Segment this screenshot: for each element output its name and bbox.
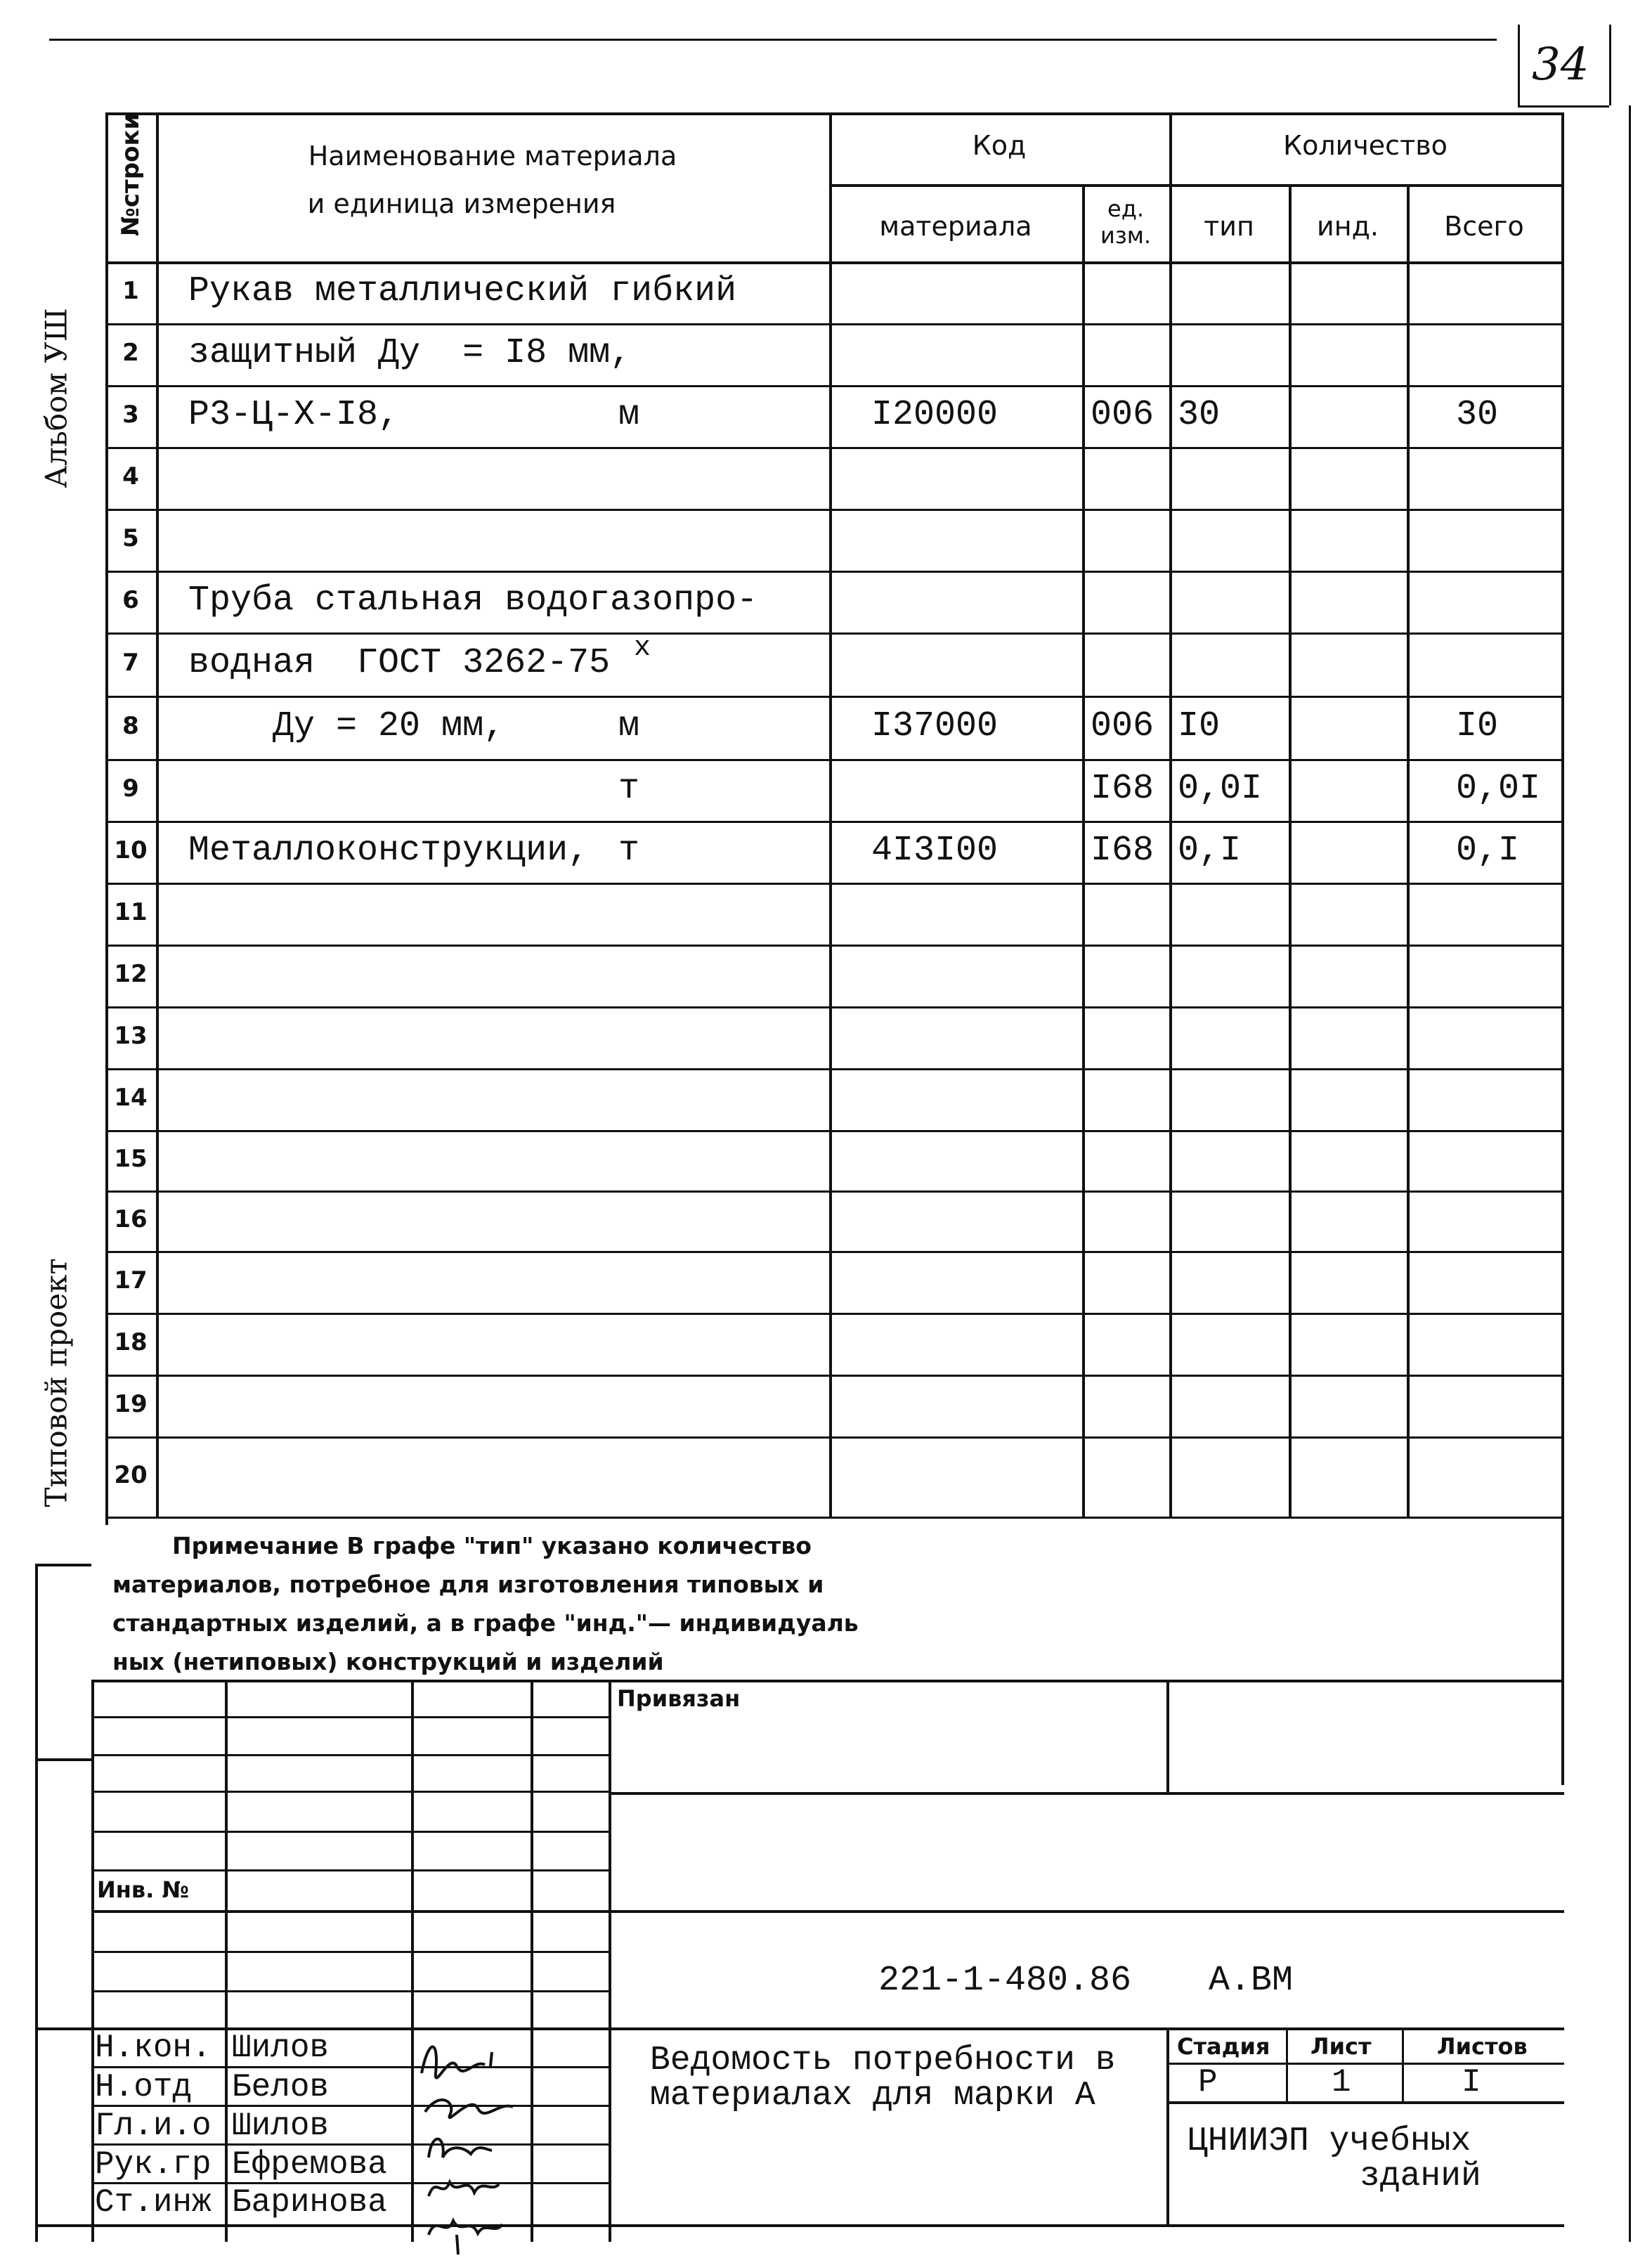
doc-code: 221-1-480.86 — [878, 1961, 1132, 2001]
sheets-label: Листов — [1437, 2033, 1528, 2060]
row-number: 13 — [114, 1022, 148, 1050]
material-name: Р3-Ц-Х-I8, — [188, 395, 400, 435]
unit-code: 006 — [1091, 395, 1155, 435]
org-line-1: ЦНИИЭП учебных — [1188, 2122, 1471, 2160]
unit-code: I68 — [1091, 769, 1155, 809]
unit-of-measure: м — [618, 706, 640, 746]
row-number: 15 — [114, 1145, 148, 1173]
material-name: водная ГОСТ 3262-75 — [188, 643, 611, 683]
right-page-edge — [1629, 105, 1631, 2242]
stamp-row-e — [91, 1831, 609, 1833]
table-right — [1561, 112, 1564, 1785]
qty-total: I0 — [1456, 706, 1499, 746]
col-unit-left — [1082, 184, 1085, 1517]
handwritten-signatures — [408, 2024, 534, 2256]
name-header-1: Наименование материала — [308, 141, 677, 171]
privyazan-label: Привязан — [617, 1685, 741, 1712]
stamp-col-1 — [225, 1680, 228, 2242]
qty-total: 0,0I — [1456, 769, 1541, 809]
row-number: 17 — [114, 1266, 148, 1295]
stage-value: Р — [1198, 2064, 1218, 2101]
material-name: Труба стальная водогазопро- — [188, 580, 758, 621]
qty-total: 0,I — [1456, 831, 1520, 871]
qty-type: 0,I — [1178, 831, 1242, 871]
frame-side-line-3 — [35, 2027, 91, 2030]
inv-no-label: Инв. № — [97, 1876, 189, 1903]
row-divider — [105, 883, 1564, 885]
stage-col-1 — [1286, 2027, 1288, 2101]
type-header: тип — [1204, 211, 1254, 242]
row-number: 16 — [114, 1205, 148, 1233]
stamp-row-g — [91, 1910, 1564, 1913]
name-header-2: и единица измерения — [307, 188, 616, 219]
row-divider — [105, 1251, 1564, 1253]
header-top — [105, 112, 1564, 115]
row-divider — [105, 447, 1564, 449]
gost-superscript: x — [634, 632, 651, 664]
row-number: 12 — [114, 960, 148, 988]
stamp-bottom — [35, 2224, 1564, 2227]
stamp-col-4 — [609, 1680, 611, 2242]
row-number: 19 — [114, 1390, 148, 1418]
note-text-1: Примечание В графе "тип" указано количество — [172, 1532, 812, 1559]
row-divider — [105, 632, 1564, 635]
row-divider — [105, 571, 1564, 573]
unit-header-1: ед. — [1107, 195, 1144, 222]
row-number: 1 — [122, 277, 139, 305]
col-total-left — [1407, 184, 1410, 1517]
frame-left-outer — [35, 1564, 38, 2242]
material-name: Ду = 20 мм, — [188, 706, 505, 746]
material-name: Металлоконструкции, — [188, 831, 590, 871]
signature-name: Баринова — [232, 2184, 387, 2221]
code-header: Код — [972, 130, 1027, 161]
signature-name: Шилов — [232, 2030, 330, 2066]
signature-role: Н.кон. — [95, 2030, 212, 2066]
row-divider — [105, 1517, 1564, 1519]
row-number: 2 — [122, 339, 139, 367]
frame-side-line-2 — [35, 1758, 91, 1761]
material-header: материала — [879, 211, 1032, 242]
row-divider — [105, 385, 1564, 387]
material-code: I37000 — [871, 706, 999, 746]
mark-code: А.ВМ — [1209, 1961, 1294, 2001]
row-divider — [105, 509, 1564, 511]
stamp-row-f — [91, 1869, 609, 1871]
sheets-value: I — [1462, 2064, 1481, 2101]
row-divider — [105, 1436, 1564, 1439]
frame-side-line-1 — [35, 1564, 91, 1566]
signature-role: Рук.гр — [95, 2146, 212, 2183]
row-divider — [105, 821, 1564, 823]
row-divider — [105, 759, 1564, 761]
stage-row-1 — [1166, 2063, 1564, 2065]
row-divider — [105, 696, 1564, 698]
signature-role: Ст.инж — [95, 2184, 212, 2221]
signature-name: Белов — [232, 2069, 330, 2105]
page-box-bottom — [1518, 105, 1609, 108]
stage-col-2 — [1402, 2027, 1404, 2101]
page-box-right — [1609, 25, 1611, 105]
stage-label: Стадия — [1177, 2033, 1270, 2060]
row-divider — [105, 1190, 1564, 1193]
qty-type: 0,0I — [1178, 769, 1263, 809]
ind-header: инд. — [1317, 211, 1379, 242]
row-number: 3 — [122, 401, 139, 429]
sheet-label: Лист — [1310, 2033, 1372, 2060]
top-rule — [49, 39, 1497, 41]
row-number: 20 — [114, 1461, 148, 1489]
album-label: Альбом УШ — [39, 308, 74, 488]
unit-of-measure: м — [618, 395, 640, 435]
total-header: Всего — [1444, 211, 1524, 242]
row-number: 11 — [114, 898, 148, 926]
note-line-1 — [172, 1532, 812, 1559]
row-number: 5 — [122, 524, 139, 552]
frame-left-inner — [91, 1680, 94, 2242]
stamp-top — [91, 1680, 1564, 1682]
row-divider — [105, 945, 1564, 947]
qty-total: 30 — [1456, 395, 1499, 435]
stage-block-left — [1166, 2027, 1169, 2224]
stamp-row-c — [609, 1792, 1564, 1795]
material-name: Рукав металлический гибкий — [188, 271, 737, 311]
material-code: 4I3I00 — [871, 831, 999, 871]
row-number: 6 — [122, 586, 139, 614]
row-number: 10 — [114, 836, 148, 864]
unit-code: 006 — [1091, 706, 1155, 746]
unit-code: I68 — [1091, 831, 1155, 871]
row-divider — [105, 1130, 1564, 1132]
row-number: 4 — [122, 462, 139, 491]
stamp-row-i — [91, 1990, 609, 1992]
page-box-left — [1518, 25, 1520, 105]
row-number: 8 — [122, 712, 139, 740]
page-number: 34 — [1532, 39, 1589, 91]
header-mid — [829, 184, 1564, 187]
row-no-header: №строки — [117, 112, 145, 236]
row-number: 14 — [114, 1084, 148, 1112]
stamp-row-b — [91, 1754, 609, 1756]
quantity-header: Количество — [1283, 130, 1448, 161]
doc-title-2: материалах для марки А — [650, 2077, 1095, 2115]
stamp-row-a — [91, 1716, 609, 1718]
qty-type: 30 — [1178, 395, 1221, 435]
stamp-row-h — [91, 1951, 609, 1953]
row-divider — [105, 1375, 1564, 1377]
note-line-3: стандартных изделий, а в графе "инд."— индивидуаль — [112, 1609, 859, 1637]
stamp-row-d — [91, 1791, 609, 1793]
row-divider — [105, 1313, 1564, 1315]
signature-role: Гл.и.о — [95, 2108, 212, 2144]
row-number: 7 — [122, 649, 139, 677]
signature-name: Шилов — [232, 2108, 330, 2144]
signature-name: Ефремова — [232, 2146, 387, 2183]
signature-role: Н.отд — [95, 2069, 193, 2105]
row-number: 9 — [122, 774, 139, 803]
unit-header-2: изм. — [1100, 222, 1152, 249]
row-number: 18 — [114, 1328, 148, 1356]
project-label: Типовой проект — [39, 1258, 74, 1507]
unit-of-measure: т — [618, 769, 640, 809]
unit-of-measure: т — [618, 831, 640, 871]
note-line-4: ных (нетиповых) конструкций и изделий — [112, 1648, 664, 1675]
stage-row-2 — [1166, 2101, 1564, 2104]
stamp-col-5 — [1166, 1680, 1169, 1792]
material-code: I20000 — [871, 395, 999, 435]
org-line-2: зданий — [1360, 2158, 1481, 2195]
note-line-2: материалов, потребное для изготовления типовых и — [112, 1571, 824, 1598]
qty-type: I0 — [1178, 706, 1221, 746]
row-divider — [105, 323, 1564, 325]
doc-title-1: Ведомость потребности в — [650, 2042, 1116, 2079]
row-divider — [105, 1068, 1564, 1070]
header-bottom — [105, 261, 1564, 264]
sheet-value: 1 — [1332, 2064, 1351, 2101]
material-name: защитный Ду = I8 мм, — [188, 333, 632, 373]
col-ind-left — [1289, 184, 1292, 1517]
row-divider — [105, 1006, 1564, 1008]
